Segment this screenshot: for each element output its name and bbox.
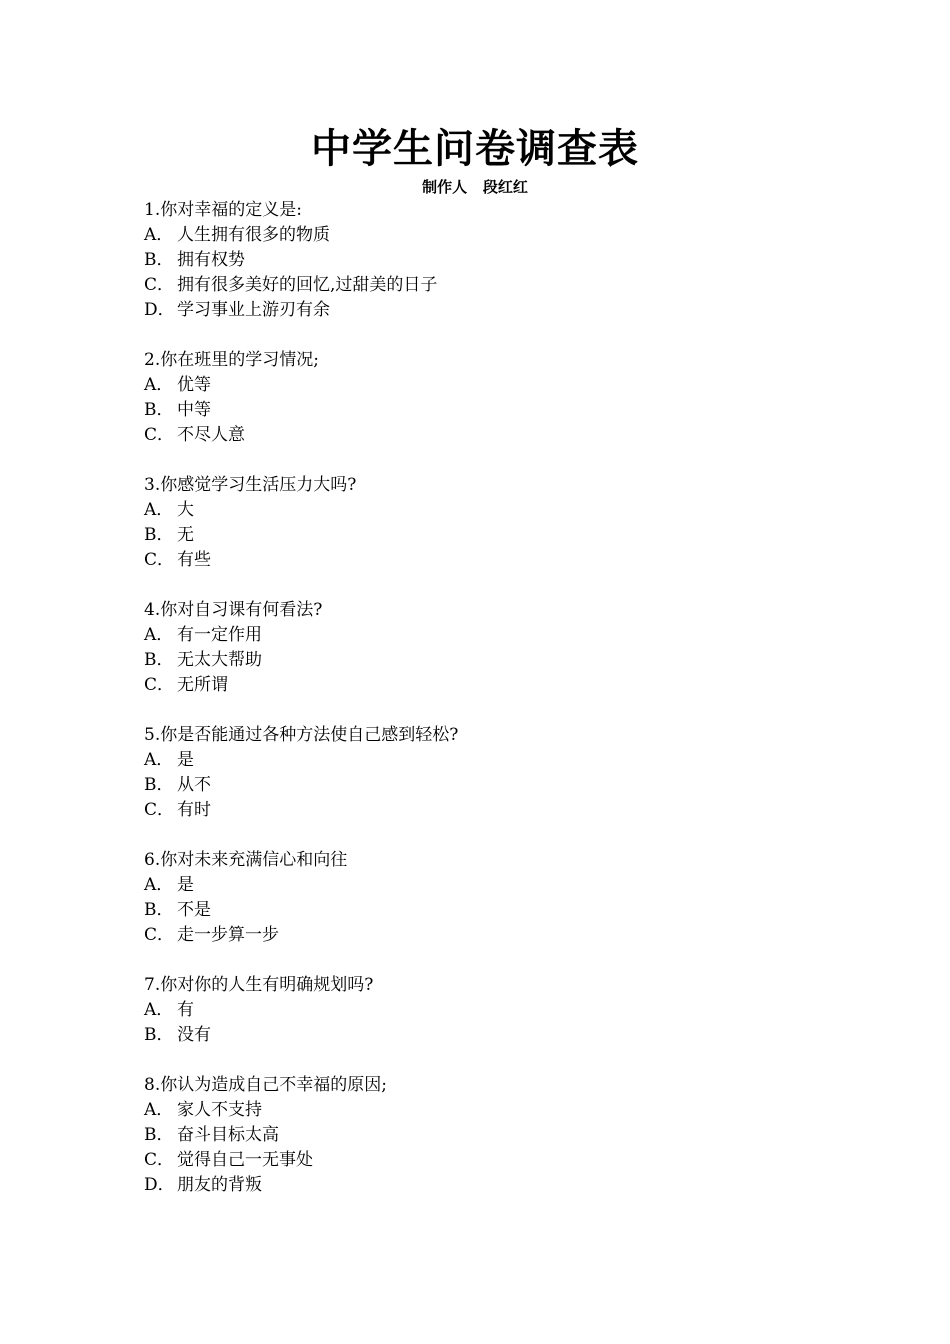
option-item — [144, 748, 844, 773]
option-letter: C． — [144, 925, 175, 945]
question-block — [144, 723, 844, 823]
option-text: 中等 — [177, 400, 211, 420]
option-letter: C． — [144, 425, 175, 445]
option-text: 不尽人意 — [177, 425, 245, 445]
question-text: 7.你对你的人生有明确规划吗? — [144, 975, 374, 995]
option-item — [144, 523, 844, 548]
option-text: 拥有权势 — [177, 250, 245, 270]
option-text: 有些 — [177, 550, 211, 570]
option-item — [144, 548, 844, 573]
option-text: 是 — [177, 750, 194, 770]
question-text: 1.你对幸福的定义是: — [144, 200, 302, 220]
question-spacer — [144, 448, 844, 473]
question-spacer — [144, 573, 844, 598]
option-letter: C． — [144, 550, 175, 570]
question-text: 8.你认为造成自己不幸福的原因; — [144, 1075, 387, 1095]
option-letter: A． — [144, 500, 174, 520]
option-item — [144, 398, 844, 423]
option-item — [144, 373, 844, 398]
question-spacer — [144, 323, 844, 348]
option-item — [144, 923, 844, 948]
questionnaire-body — [144, 198, 844, 1198]
option-letter: A． — [144, 875, 174, 895]
question-text: 4.你对自习课有何看法? — [144, 600, 323, 620]
option-text: 有一定作用 — [177, 625, 262, 645]
option-text: 人生拥有很多的物质 — [177, 225, 330, 245]
option-text: 走一步算一步 — [177, 925, 279, 945]
option-letter: B． — [144, 1125, 174, 1145]
option-item — [144, 498, 844, 523]
option-text: 家人不支持 — [177, 1100, 262, 1120]
option-letter: B． — [144, 650, 174, 670]
author-line: 制作人 段红红 — [422, 178, 528, 196]
option-text: 拥有很多美好的回忆,过甜美的日子 — [177, 275, 438, 295]
option-item — [144, 623, 844, 648]
question-text: 2.你在班里的学习情况; — [144, 350, 319, 370]
option-letter: B． — [144, 775, 174, 795]
question-block — [144, 348, 844, 448]
option-text: 不是 — [177, 900, 211, 920]
question-spacer — [144, 823, 844, 848]
question-block — [144, 848, 844, 948]
option-letter: A． — [144, 1000, 174, 1020]
option-item — [144, 423, 844, 448]
option-letter: C． — [144, 1150, 175, 1170]
option-text: 奋斗目标太高 — [177, 1125, 279, 1145]
option-item — [144, 648, 844, 673]
question-spacer — [144, 948, 844, 973]
option-letter: C． — [144, 675, 175, 695]
option-letter: A． — [144, 1100, 174, 1120]
option-letter: B． — [144, 525, 174, 545]
question-block — [144, 1073, 844, 1198]
option-letter: C． — [144, 275, 175, 295]
option-letter: B． — [144, 900, 174, 920]
option-text: 无太大帮助 — [177, 650, 262, 670]
option-letter: A． — [144, 375, 174, 395]
question-block — [144, 598, 844, 698]
option-item — [144, 873, 844, 898]
question-block — [144, 473, 844, 573]
option-text: 是 — [177, 875, 194, 895]
option-item — [144, 1098, 844, 1123]
question-block — [144, 973, 844, 1048]
option-text: 有 — [177, 1000, 194, 1020]
option-item — [144, 1173, 844, 1198]
question-block — [144, 198, 844, 323]
option-letter: C． — [144, 800, 175, 820]
document-title: 中学生问卷调查表 — [311, 126, 639, 172]
option-text: 无 — [177, 525, 194, 545]
option-item — [144, 1123, 844, 1148]
option-letter: D． — [144, 1175, 175, 1195]
option-item — [144, 273, 844, 298]
option-text: 有时 — [177, 800, 211, 820]
question-spacer — [144, 698, 844, 723]
option-item — [144, 1023, 844, 1048]
option-text: 没有 — [177, 1025, 211, 1045]
option-letter: B． — [144, 1025, 174, 1045]
option-item — [144, 673, 844, 698]
option-item — [144, 998, 844, 1023]
option-text: 朋友的背叛 — [177, 1175, 262, 1195]
option-text: 觉得自己一无事处 — [177, 1150, 313, 1170]
option-item — [144, 298, 844, 323]
option-letter: A． — [144, 750, 174, 770]
option-text: 从不 — [177, 775, 211, 795]
option-letter: D． — [144, 300, 175, 320]
option-letter: B． — [144, 250, 174, 270]
option-item — [144, 773, 844, 798]
question-text: 6.你对未来充满信心和向往 — [144, 850, 348, 870]
question-text: 3.你感觉学习生活压力大吗? — [144, 475, 357, 495]
option-item — [144, 1148, 844, 1173]
option-item — [144, 898, 844, 923]
option-letter: A． — [144, 625, 174, 645]
question-spacer — [144, 1048, 844, 1073]
option-letter: B． — [144, 400, 174, 420]
option-text: 优等 — [177, 375, 211, 395]
option-item — [144, 223, 844, 248]
option-item — [144, 798, 844, 823]
question-text: 5.你是否能通过各种方法使自己感到轻松? — [144, 725, 459, 745]
option-text: 学习事业上游刃有余 — [177, 300, 330, 320]
option-text: 大 — [177, 500, 194, 520]
option-letter: A． — [144, 225, 174, 245]
option-item — [144, 248, 844, 273]
option-text: 无所谓 — [177, 675, 228, 695]
